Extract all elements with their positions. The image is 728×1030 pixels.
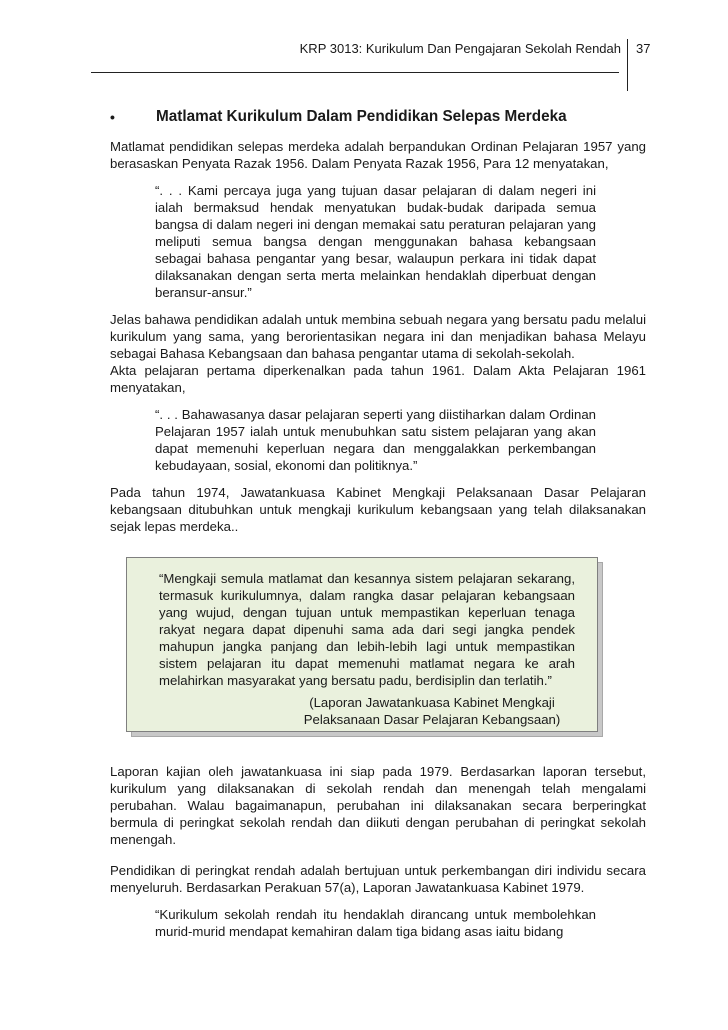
paragraph-5: Laporan kajian oleh jawatankuasa ini siap pada 1979. Berdasarkan laporan tersebut, kurikulum yang dilaksanakan di sekolah rendah dan menengah telah mengalami perubahan. Walau bagaimanapun, perubahan ini dilaksanakan secara berperingkat bermula di peringkat sekolah rendah dan diikuti dengan perubahan di peringkat sekolah menengah. bbox=[110, 764, 646, 847]
page-number: 37 bbox=[636, 41, 651, 56]
highlight-box-panel bbox=[126, 557, 598, 732]
paragraph-2: Jelas bahawa pendidikan adalah untuk membina sebuah negara yang bersatu padu melalui kurikulum yang sama, yang berorientasikan negara ini dan menjadikan bahasa Melayu sebagai Bahasa Kebangsaan dan bahasa pengantar utama di sekolah-sekolah. bbox=[110, 312, 646, 361]
paragraph-1: Matlamat pendidikan selepas merdeka adalah berpandukan Ordinan Pelajaran 1957 yang berasaskan Penyata Razak 1956. Dalam Penyata Razak 1956, Para 12 menyatakan, bbox=[110, 139, 646, 171]
section-heading bbox=[110, 108, 646, 128]
section-title: Matlamat Kurikulum Dalam Pendidikan Selepas Merdeka bbox=[156, 108, 567, 125]
header-title: KRP 3013: Kurikulum Dan Pengajaran Sekolah Rendah bbox=[299, 41, 621, 56]
box-citation-line-2: Pelaksanaan Dasar Pelajaran Kebangsaan) bbox=[303, 712, 561, 727]
paragraph-4: Pada tahun 1974, Jawatankuasa Kabinet Mengkaji Pelaksanaan Dasar Pelajaran kebangsaan ditubuhkan untuk mengkaji kurikulum kebangsaan yang telah dilaksanakan sejak lepas merdeka.. bbox=[110, 485, 646, 534]
quote-kurikulum-sekolah-rendah: “Kurikulum sekolah rendah itu hendaklah dirancang untuk membolehkan murid-murid mendapat kemahiran dalam tiga bidang asas iaitu bidang bbox=[155, 907, 596, 939]
header-rule bbox=[91, 72, 619, 73]
bullet-icon: • bbox=[110, 109, 115, 125]
quote-akta-pelajaran: “. . . Bahawasanya dasar pelajaran seperti yang diistiharkan dalam Ordinan Pelajaran 1957 ialah untuk menubuhkan satu sistem pelajaran yang akan dapat memenuhi keperluan negara dan menggalakkan perkembangan kebudayaan, sosial, ekonomi dan politiknya.” bbox=[155, 407, 596, 473]
paragraph-6: Pendidikan di peringkat rendah adalah bertujuan untuk perkembangan diri individu secara menyeluruh. Berdasarkan Perakuan 57(a), Laporan Jawatankuasa Kabinet 1979. bbox=[110, 863, 646, 895]
paragraph-3: Akta pelajaran pertama diperkenalkan pada tahun 1961. Dalam Akta Pelajaran 1961 menyatakan, bbox=[110, 363, 646, 395]
page-header bbox=[0, 39, 728, 63]
header-divider bbox=[627, 39, 628, 91]
highlight-box bbox=[126, 557, 600, 733]
box-citation bbox=[287, 694, 577, 728]
box-citation-line-1: (Laporan Jawatankuasa Kabinet Mengkaji bbox=[309, 695, 555, 710]
box-quote: “Mengkaji semula matlamat dan kesannya sistem pelajaran sekarang, termasuk kurikulumnya, dalam rangka dasar pelajaran kebangsaan yang wujud, dengan tujuan untuk mempastikan keperluan tenaga rakyat negara dapat dipenuhi sama ada dari segi jangka pendek mahupun jangka panjang dan lebih-lebih lagi untuk mempastikan sistem pelajaran itu dapat memenuhi matlamat negara ke arah melahirkan masyarakat yang bersatu padu, berdisiplin dan terlatih.” bbox=[159, 571, 575, 688]
page-content bbox=[110, 108, 646, 950]
quote-penyata-razak: “. . . Kami percaya juga yang tujuan dasar pelajaran di dalam negeri ini ialah bermaksud hendak menyatukan budak-budak daripada semua bangsa di dalam negeri ini dengan memakai satu peraturan pelajaran yang meliputi semua bangsa dengan menggunakan bahasa kebangsaan sebagai bahasa pengantar yang besar, walaupun perkara ini tidak dapat dilaksanakan dengan serta merta melainkan hendaklah diperbuat dengan beransur-ansur.” bbox=[155, 183, 596, 300]
